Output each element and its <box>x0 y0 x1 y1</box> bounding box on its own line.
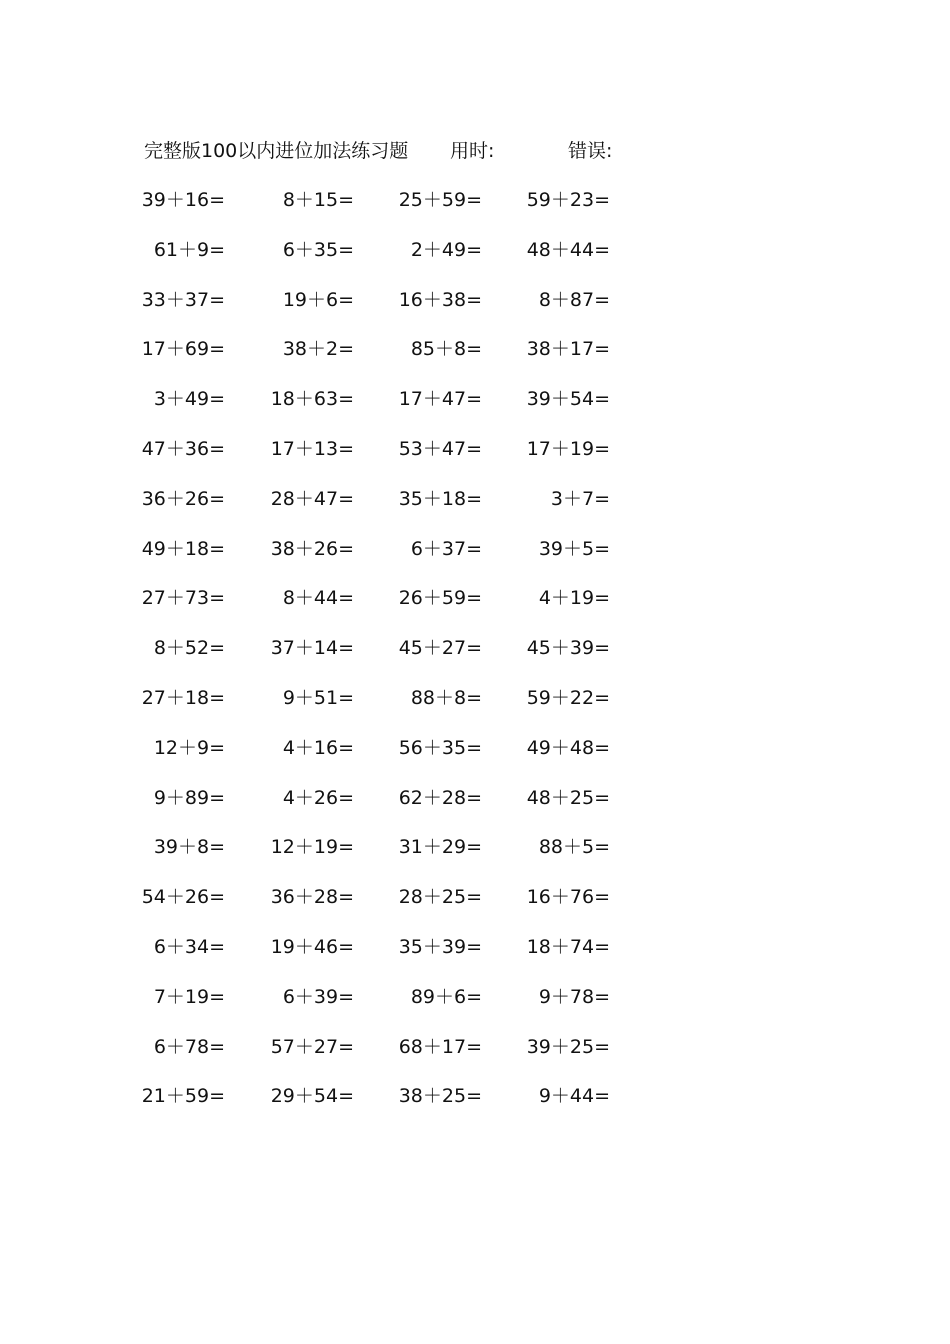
addition-problem: 39＋16= <box>141 189 225 211</box>
addition-problem: 27＋73= <box>141 587 225 610</box>
addition-problem: 6＋37= <box>410 537 482 560</box>
problem-row <box>0 634 950 684</box>
addition-problem: 48＋44= <box>526 238 610 261</box>
addition-problem: 4＋19= <box>538 587 610 610</box>
problem-row <box>0 784 950 834</box>
addition-problem: 53＋47= <box>398 437 482 460</box>
addition-problem: 6＋35= <box>282 238 354 261</box>
addition-problem: 39＋8= <box>153 836 225 859</box>
problem-row <box>0 435 950 485</box>
addition-problem: 26＋59= <box>398 587 482 610</box>
addition-problem: 16＋76= <box>526 886 610 909</box>
addition-problem: 35＋18= <box>398 487 482 510</box>
addition-problem: 38＋17= <box>526 338 610 361</box>
addition-problem: 62＋28= <box>398 786 482 809</box>
addition-problem: 21＋59= <box>141 1085 225 1108</box>
addition-problem: 45＋27= <box>398 637 482 660</box>
problem-row <box>0 286 950 336</box>
addition-problem: 8＋87= <box>538 288 610 311</box>
addition-problem: 17＋47= <box>398 388 482 411</box>
problem-row <box>0 833 950 883</box>
addition-problem: 39＋25= <box>526 1035 610 1058</box>
addition-problem: 29＋54= <box>270 1085 354 1108</box>
addition-problem: 49＋48= <box>526 736 610 759</box>
problem-row <box>0 933 950 983</box>
addition-problem: 36＋28= <box>270 886 354 909</box>
addition-problem: 57＋27= <box>270 1035 354 1058</box>
problem-row <box>0 983 950 1033</box>
addition-problem: 37＋14= <box>270 637 354 660</box>
addition-problem: 4＋26= <box>282 786 354 809</box>
addition-problem: 54＋26= <box>141 886 225 909</box>
addition-problem: 2＋49= <box>410 238 482 261</box>
addition-problem: 9＋78= <box>538 985 610 1008</box>
problem-row <box>0 535 950 585</box>
addition-problem: 39＋54= <box>526 388 610 411</box>
problem-row <box>0 1082 950 1132</box>
worksheet-title: 完整版100以内进位加法练习题 <box>144 140 409 162</box>
problem-row <box>0 186 950 236</box>
addition-problem: 19＋6= <box>282 288 354 311</box>
addition-problem: 12＋19= <box>270 836 354 859</box>
addition-problem: 6＋39= <box>282 985 354 1008</box>
addition-problem: 17＋13= <box>270 437 354 460</box>
addition-problem: 28＋25= <box>398 886 482 909</box>
problem-row <box>0 485 950 535</box>
addition-problem: 88＋8= <box>410 686 482 709</box>
addition-problem: 85＋8= <box>410 338 482 361</box>
addition-problem: 8＋52= <box>153 637 225 660</box>
addition-problem: 38＋25= <box>398 1085 482 1108</box>
problem-row <box>0 684 950 734</box>
time-used-label: 用时: <box>450 140 495 162</box>
addition-problem: 9＋89= <box>153 786 225 809</box>
addition-problem: 17＋69= <box>141 338 225 361</box>
addition-problem: 88＋5= <box>538 836 610 859</box>
addition-problem: 7＋19= <box>153 985 225 1008</box>
addition-problem: 18＋74= <box>526 935 610 958</box>
addition-problem: 68＋17= <box>398 1035 482 1058</box>
addition-problem: 8＋15= <box>282 189 354 211</box>
addition-problem: 6＋78= <box>153 1035 225 1058</box>
addition-problem: 17＋19= <box>526 437 610 460</box>
addition-problem: 89＋6= <box>410 985 482 1008</box>
addition-problem: 49＋18= <box>141 537 225 560</box>
problem-row <box>0 236 950 286</box>
addition-problem: 45＋39= <box>526 637 610 660</box>
problem-row <box>0 584 950 634</box>
addition-problem: 36＋26= <box>141 487 225 510</box>
addition-problem: 59＋22= <box>526 686 610 709</box>
addition-problem: 3＋7= <box>550 487 610 510</box>
addition-problem: 31＋29= <box>398 836 482 859</box>
addition-problem: 47＋36= <box>141 437 225 460</box>
addition-problem: 33＋37= <box>141 288 225 311</box>
addition-problem: 4＋16= <box>282 736 354 759</box>
problem-row <box>0 734 950 784</box>
error-count-label: 错误: <box>568 140 613 162</box>
addition-problem: 16＋38= <box>398 288 482 311</box>
addition-problem: 12＋9= <box>153 736 225 759</box>
addition-problem: 19＋46= <box>270 935 354 958</box>
addition-problem: 35＋39= <box>398 935 482 958</box>
addition-problem: 59＋23= <box>526 189 610 211</box>
addition-problem: 3＋49= <box>153 388 225 411</box>
problem-grid <box>0 186 950 1132</box>
addition-problem: 8＋44= <box>282 587 354 610</box>
addition-problem: 38＋26= <box>270 537 354 560</box>
addition-problem: 18＋63= <box>270 388 354 411</box>
addition-problem: 6＋34= <box>153 935 225 958</box>
addition-problem: 56＋35= <box>398 736 482 759</box>
addition-problem: 27＋18= <box>141 686 225 709</box>
problem-row <box>0 385 950 435</box>
addition-problem: 25＋59= <box>398 189 482 211</box>
addition-problem: 9＋44= <box>538 1085 610 1108</box>
addition-problem: 28＋47= <box>270 487 354 510</box>
problem-row <box>0 883 950 933</box>
problem-row <box>0 1033 950 1083</box>
addition-problem: 38＋2= <box>282 338 354 361</box>
addition-problem: 39＋5= <box>538 537 610 560</box>
addition-problem: 61＋9= <box>153 238 225 261</box>
addition-problem: 9＋51= <box>282 686 354 709</box>
addition-problem: 48＋25= <box>526 786 610 809</box>
problem-row <box>0 335 950 385</box>
worksheet-header <box>144 137 844 165</box>
